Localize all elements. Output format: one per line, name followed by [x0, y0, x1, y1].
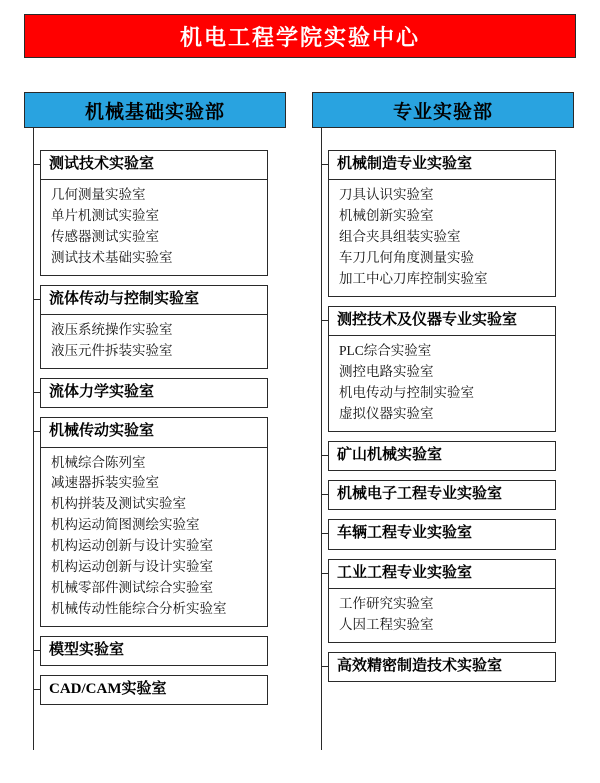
- lab-item[interactable]: 液压系统操作实验室: [51, 322, 173, 338]
- lab-item[interactable]: 机构运动创新与设计实验室: [51, 538, 213, 554]
- lab-group: [328, 150, 556, 297]
- lab-group: [328, 652, 556, 682]
- lab-item[interactable]: 虚拟仪器实验室: [339, 405, 434, 421]
- lab-group: [40, 150, 268, 276]
- lab-item[interactable]: 传感器测试实验室: [51, 229, 159, 245]
- lab-group-title[interactable]: 流体传动与控制实验室: [40, 285, 268, 315]
- lab-item[interactable]: 机电传动与控制实验室: [339, 384, 474, 400]
- lab-group-title[interactable]: CAD/CAM实验室: [40, 675, 268, 705]
- lab-group-children: [40, 180, 268, 276]
- lab-item[interactable]: 刀具认识实验室: [339, 187, 434, 203]
- lab-group: [328, 441, 556, 471]
- lab-group-title[interactable]: 模型实验室: [40, 636, 268, 666]
- column-header-professional: [312, 92, 574, 128]
- lab-group-title[interactable]: 工业工程专业实验室: [328, 559, 556, 589]
- lab-group-children: [328, 180, 556, 297]
- lab-item[interactable]: 机械创新实验室: [339, 208, 434, 224]
- lab-group: [40, 675, 268, 705]
- connector-spine-right: [321, 128, 322, 750]
- lab-group-title[interactable]: 矿山机械实验室: [328, 441, 556, 471]
- lab-group-title[interactable]: 测控技术及仪器专业实验室: [328, 306, 556, 336]
- lab-group: [328, 519, 556, 549]
- connector-spine-left: [33, 128, 34, 750]
- column-header-label: 专业实验部: [392, 101, 493, 123]
- lab-group-title[interactable]: 机械制造专业实验室: [328, 150, 556, 180]
- lab-item[interactable]: 机构运动简图测绘实验室: [51, 517, 200, 533]
- lab-group: [328, 480, 556, 510]
- lab-item[interactable]: 机构运动创新与设计实验室: [51, 559, 213, 575]
- lab-group: [40, 417, 268, 627]
- lab-item[interactable]: 加工中心刀库控制实验室: [339, 270, 488, 286]
- lab-item[interactable]: 单片机测试实验室: [51, 208, 159, 224]
- lab-item[interactable]: 液压元件拆装实验室: [51, 343, 173, 359]
- lab-group: [328, 306, 556, 432]
- lab-item[interactable]: 测试技术基础实验室: [51, 250, 173, 266]
- lab-item[interactable]: PLC综合实验室: [339, 343, 432, 359]
- column-header-label: 机械基础实验部: [84, 101, 225, 123]
- lab-group-title[interactable]: 测试技术实验室: [40, 150, 268, 180]
- column-header-mechanical-basics: [24, 92, 286, 128]
- lab-group: [40, 378, 268, 408]
- lab-group-title[interactable]: 流体力学实验室: [40, 378, 268, 408]
- lab-item[interactable]: 机构拼装及测试实验室: [51, 496, 186, 512]
- column-professional: [328, 150, 556, 691]
- lab-group-children: [40, 448, 268, 627]
- lab-item[interactable]: 机械综合陈列室: [51, 454, 146, 470]
- lab-item[interactable]: 几何测量实验室: [51, 187, 146, 203]
- lab-group-children: [40, 315, 268, 369]
- lab-group: [40, 285, 268, 369]
- lab-group-title[interactable]: 高效精密制造技术实验室: [328, 652, 556, 682]
- lab-group-children: [328, 336, 556, 432]
- chart-title: 机电工程学院实验中心: [179, 24, 420, 50]
- lab-group-title[interactable]: 机械电子工程专业实验室: [328, 480, 556, 510]
- lab-group-children: [328, 589, 556, 643]
- lab-item[interactable]: 组合夹具组装实验室: [339, 229, 461, 245]
- lab-item[interactable]: 机械传动性能综合分析实验室: [51, 600, 227, 616]
- lab-item[interactable]: 测控电路实验室: [339, 364, 434, 380]
- lab-group-title[interactable]: 机械传动实验室: [40, 417, 268, 447]
- lab-group: [40, 636, 268, 666]
- lab-item[interactable]: 机械零部件测试综合实验室: [51, 580, 213, 596]
- column-mechanical-basics: [40, 150, 268, 714]
- lab-item[interactable]: 人因工程实验室: [339, 616, 434, 632]
- chart-title-banner: [24, 14, 576, 58]
- lab-item[interactable]: 车刀几何角度测量实验: [339, 250, 474, 266]
- lab-item[interactable]: 工作研究实验室: [339, 595, 434, 611]
- lab-group: [328, 559, 556, 643]
- lab-group-title[interactable]: 车辆工程专业实验室: [328, 519, 556, 549]
- lab-item[interactable]: 减速器拆装实验室: [51, 475, 159, 491]
